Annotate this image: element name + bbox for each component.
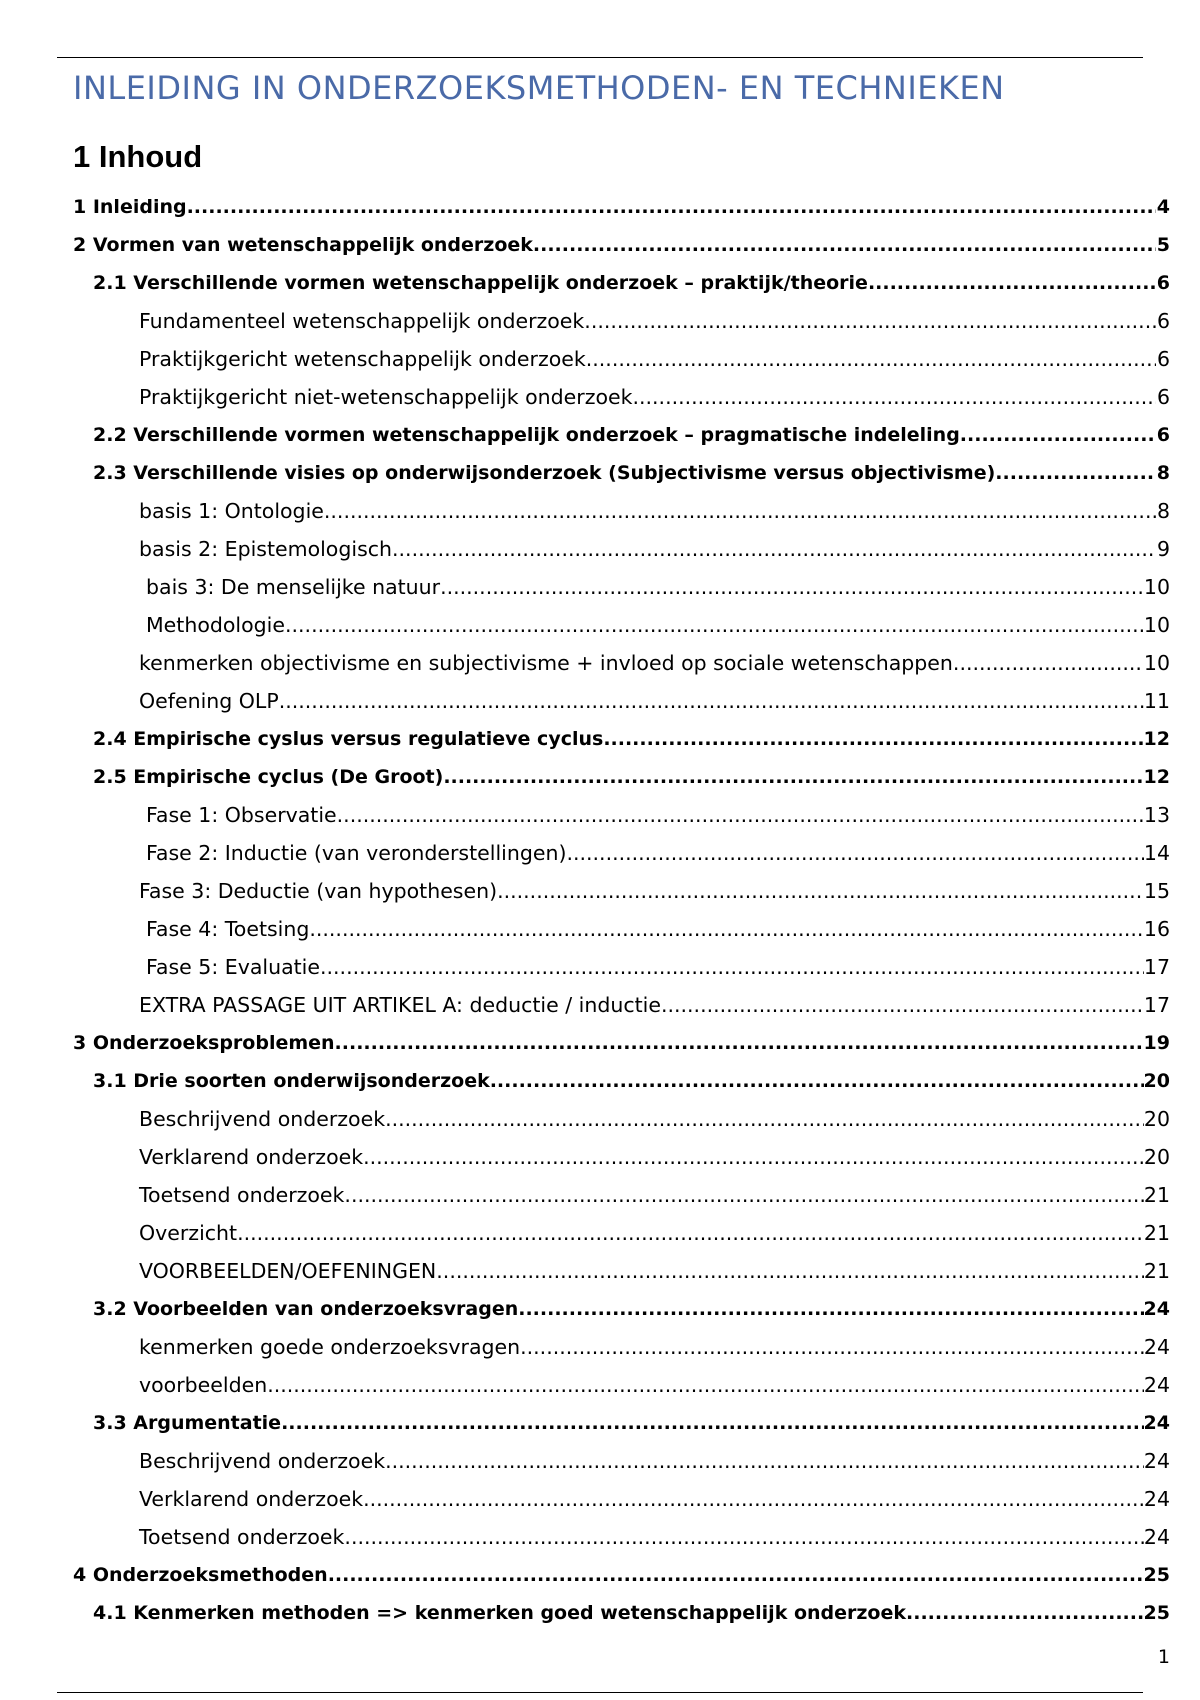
toc-entry-title: 2.3 Verschillende visies op onderwijsonderzoek (Subjectivisme versus objectivisme) [93,462,996,484]
toc-entry-page: 6 [1156,309,1170,333]
toc-leader-dots [490,1062,1144,1100]
toc-entry-page: 21 [1143,1259,1170,1283]
toc-entry[interactable] [0,1518,1200,1556]
toc-entry-title: Toetsend onderzoek [139,1525,345,1549]
toc-leader-dots [497,872,1144,910]
toc-leader-dots [320,948,1144,986]
toc-leader-dots [436,1252,1144,1290]
toc-entry[interactable] [0,606,1200,644]
header-rule [57,57,1143,58]
toc-entry-title: 3.3 Argumentatie [93,1412,282,1434]
toc-entry-title: kenmerken goede onderzoeksvragen [139,1335,521,1359]
toc-leader-dots [868,264,1156,302]
toc-entry-title: basis 2: Epistemologisch [139,537,393,561]
toc-entry[interactable] [0,1404,1200,1442]
toc-entry-title: bais 3: De menselijke natuur [146,575,441,599]
toc-entry-page: 25 [1143,1602,1170,1624]
toc-leader-dots [906,1594,1144,1632]
toc-entry[interactable] [0,1176,1200,1214]
toc-leader-dots [960,416,1156,454]
toc-leader-dots [344,1518,1143,1556]
toc-leader-dots [328,1556,1144,1594]
toc-entry-title: 4 Onderzoeksmethoden [73,1564,328,1586]
toc-entry[interactable] [0,1594,1200,1632]
toc-entry-page: 24 [1143,1412,1170,1434]
toc-entry-title: 3 Onderzoeksproblemen [73,1032,335,1054]
toc-entry-page: 9 [1156,537,1170,561]
toc-entry-title: VOORBEELDEN/OEFENINGEN [139,1259,437,1283]
toc-entry[interactable] [0,302,1200,340]
toc-leader-dots [392,530,1156,568]
toc-entry-page: 10 [1143,575,1170,599]
toc-entry[interactable] [0,834,1200,872]
toc-entry-page: 6 [1156,347,1170,371]
footer-rule [57,1692,1143,1693]
toc-entry-title: EXTRA PASSAGE UIT ARTIKEL A: deductie / inductie [139,993,661,1017]
toc-leader-dots [953,644,1144,682]
toc-entry[interactable] [0,1062,1200,1100]
toc-entry-title: basis 1: Ontologie [139,499,324,523]
toc-entry-page: 24 [1143,1335,1170,1359]
toc-leader-dots [584,302,1156,340]
toc-leader-dots [443,758,1143,796]
toc-entry-title: 2.4 Empirische cyslus versus regulatieve cyclus [93,728,604,750]
toc-leader-dots [285,606,1144,644]
toc-entry[interactable] [0,720,1200,758]
toc-entry-page: 8 [1156,462,1170,484]
toc-entry-title: Fase 2: Inductie (van veronderstellingen) [146,841,567,865]
toc-leader-dots [603,720,1143,758]
toc-leader-dots [279,682,1144,720]
toc-entry-page: 20 [1143,1145,1170,1169]
toc-leader-dots [385,1100,1144,1138]
toc-entry[interactable] [0,340,1200,378]
toc-entry-title: Verklarend onderzoek [139,1145,364,1169]
toc-entry-page: 16 [1143,917,1170,941]
toc-entry[interactable] [0,1214,1200,1252]
toc-leader-dots [440,568,1144,606]
toc-entry-page: 11 [1143,689,1170,713]
toc-entry-page: 6 [1156,385,1170,409]
toc-entry[interactable] [0,796,1200,834]
toc-entry[interactable] [0,758,1200,796]
toc-entry[interactable] [0,454,1200,492]
toc-entry-page: 14 [1143,841,1170,865]
toc-entry-title: kenmerken objectivisme en subjectivisme + invloed op sociale wetenschappen [139,651,953,675]
toc-entry[interactable] [0,530,1200,568]
toc-entry[interactable] [0,1024,1200,1062]
toc-entry-title: Fundamenteel wetenschappelijk onderzoek [139,309,585,333]
toc-entry[interactable] [0,378,1200,416]
toc-leader-dots [566,834,1143,872]
toc-entry-title: Verklarend onderzoek [139,1487,364,1511]
toc-entry-page: 6 [1156,272,1170,294]
toc-leader-dots [363,1138,1144,1176]
toc-entry-title: 1 Inleiding [73,196,187,218]
toc-entry[interactable] [0,188,1200,226]
toc-entry[interactable] [0,948,1200,986]
toc-entry-page: 10 [1143,613,1170,637]
toc-entry-page: 12 [1143,766,1170,788]
toc-entry[interactable] [0,492,1200,530]
toc-entry[interactable] [0,1290,1200,1328]
toc-entry[interactable] [0,1442,1200,1480]
toc-leader-dots [324,492,1156,530]
toc-entry-page: 21 [1143,1221,1170,1245]
toc-leader-dots [335,1024,1144,1062]
toc-entry[interactable] [0,1100,1200,1138]
toc-entry-title: Beschrijvend onderzoek [139,1449,386,1473]
toc-entry-title: Overzicht [139,1221,238,1245]
toc-entry-title: Praktijkgericht niet-wetenschappelijk onderzoek [139,385,633,409]
toc-entry-page: 25 [1143,1564,1170,1586]
toc-entry-title: Fase 3: Deductie (van hypothesen) [139,879,498,903]
toc-entry-title: 2.1 Verschillende vormen wetenschappelijk onderzoek – praktijk/theorie [93,272,868,294]
toc-entry-title: 4.1 Kenmerken methoden => kenmerken goed wetenschappelijk onderzoek [93,1602,907,1624]
toc-entry-title: Oefening OLP [139,689,279,713]
toc-entry-page: 17 [1143,955,1170,979]
document-title: INLEIDING IN ONDERZOEKSMETHODEN- EN TECHNIEKEN [73,69,1005,107]
toc-entry-page: 8 [1156,499,1170,523]
toc-entry-title: 3.2 Voorbeelden van onderzoeksvragen [93,1298,519,1320]
toc-entry[interactable] [0,910,1200,948]
toc-entry-page: 21 [1143,1183,1170,1207]
toc-entry-title: Fase 5: Evaluatie [146,955,320,979]
toc-entry[interactable] [0,1328,1200,1366]
toc-entry-title: 2.5 Empirische cyclus (De Groot) [93,766,444,788]
toc-entry[interactable] [0,1556,1200,1594]
toc-leader-dots [337,796,1144,834]
toc-entry-page: 24 [1143,1373,1170,1397]
toc-leader-dots [632,378,1156,416]
toc-entry[interactable] [0,226,1200,264]
toc-entry[interactable] [0,644,1200,682]
toc-entry-page: 24 [1143,1298,1170,1320]
toc-entry-page: 10 [1143,651,1170,675]
toc-leader-dots [237,1214,1144,1252]
toc-leader-dots [267,1366,1144,1404]
toc-leader-dots [385,1442,1144,1480]
toc-entry-title: Fase 4: Toetsing [146,917,310,941]
toc-entry[interactable] [0,682,1200,720]
toc-entry-page: 5 [1156,234,1170,256]
toc-entry-title: 3.1 Drie soorten onderwijsonderzoek [93,1070,490,1092]
toc-entry[interactable] [0,568,1200,606]
toc-entry-title: Toetsend onderzoek [139,1183,345,1207]
toc-leader-dots [281,1404,1143,1442]
toc-entry[interactable] [0,1480,1200,1518]
toc-entry-page: 15 [1143,879,1170,903]
table-of-contents [0,188,1200,1632]
toc-entry-page: 17 [1143,993,1170,1017]
toc-leader-dots [518,1290,1143,1328]
toc-entry[interactable] [0,1252,1200,1290]
toc-leader-dots [363,1480,1144,1518]
toc-entry-page: 20 [1143,1070,1170,1092]
toc-entry-page: 13 [1143,803,1170,827]
toc-entry-title: Beschrijvend onderzoek [139,1107,386,1131]
toc-entry-page: 4 [1156,196,1170,218]
toc-entry-title: Fase 1: Observatie [146,803,337,827]
toc-entry-page: 24 [1143,1525,1170,1549]
toc-entry[interactable] [0,986,1200,1024]
toc-leader-dots [309,910,1144,948]
toc-entry[interactable] [0,264,1200,302]
toc-entry[interactable] [0,1366,1200,1404]
toc-leader-dots [533,226,1156,264]
toc-entry-page: 20 [1143,1107,1170,1131]
toc-leader-dots [586,340,1156,378]
toc-entry-page: 24 [1143,1487,1170,1511]
toc-entry-title: 2 Vormen van wetenschappelijk onderzoek [73,234,533,256]
toc-entry-page: 19 [1143,1032,1170,1054]
toc-entry[interactable] [0,1138,1200,1176]
toc-leader-dots [187,188,1156,226]
toc-leader-dots [520,1328,1144,1366]
toc-entry-title: voorbeelden [139,1373,268,1397]
toc-entry[interactable] [0,416,1200,454]
toc-leader-dots [344,1176,1143,1214]
toc-entry[interactable] [0,872,1200,910]
toc-entry-title: Methodologie [146,613,285,637]
toc-entry-title: 2.2 Verschillende vormen wetenschappelijk onderzoek – pragmatische indeleling [93,424,960,446]
toc-heading: 1 Inhoud [73,139,203,174]
toc-entry-page: 6 [1156,424,1170,446]
toc-leader-dots [661,986,1144,1024]
toc-entry-page: 12 [1143,728,1170,750]
toc-entry-title: Praktijkgericht wetenschappelijk onderzoek [139,347,586,371]
toc-entry-page: 24 [1143,1449,1170,1473]
toc-leader-dots [995,454,1156,492]
page-number: 1 [1157,1646,1170,1668]
